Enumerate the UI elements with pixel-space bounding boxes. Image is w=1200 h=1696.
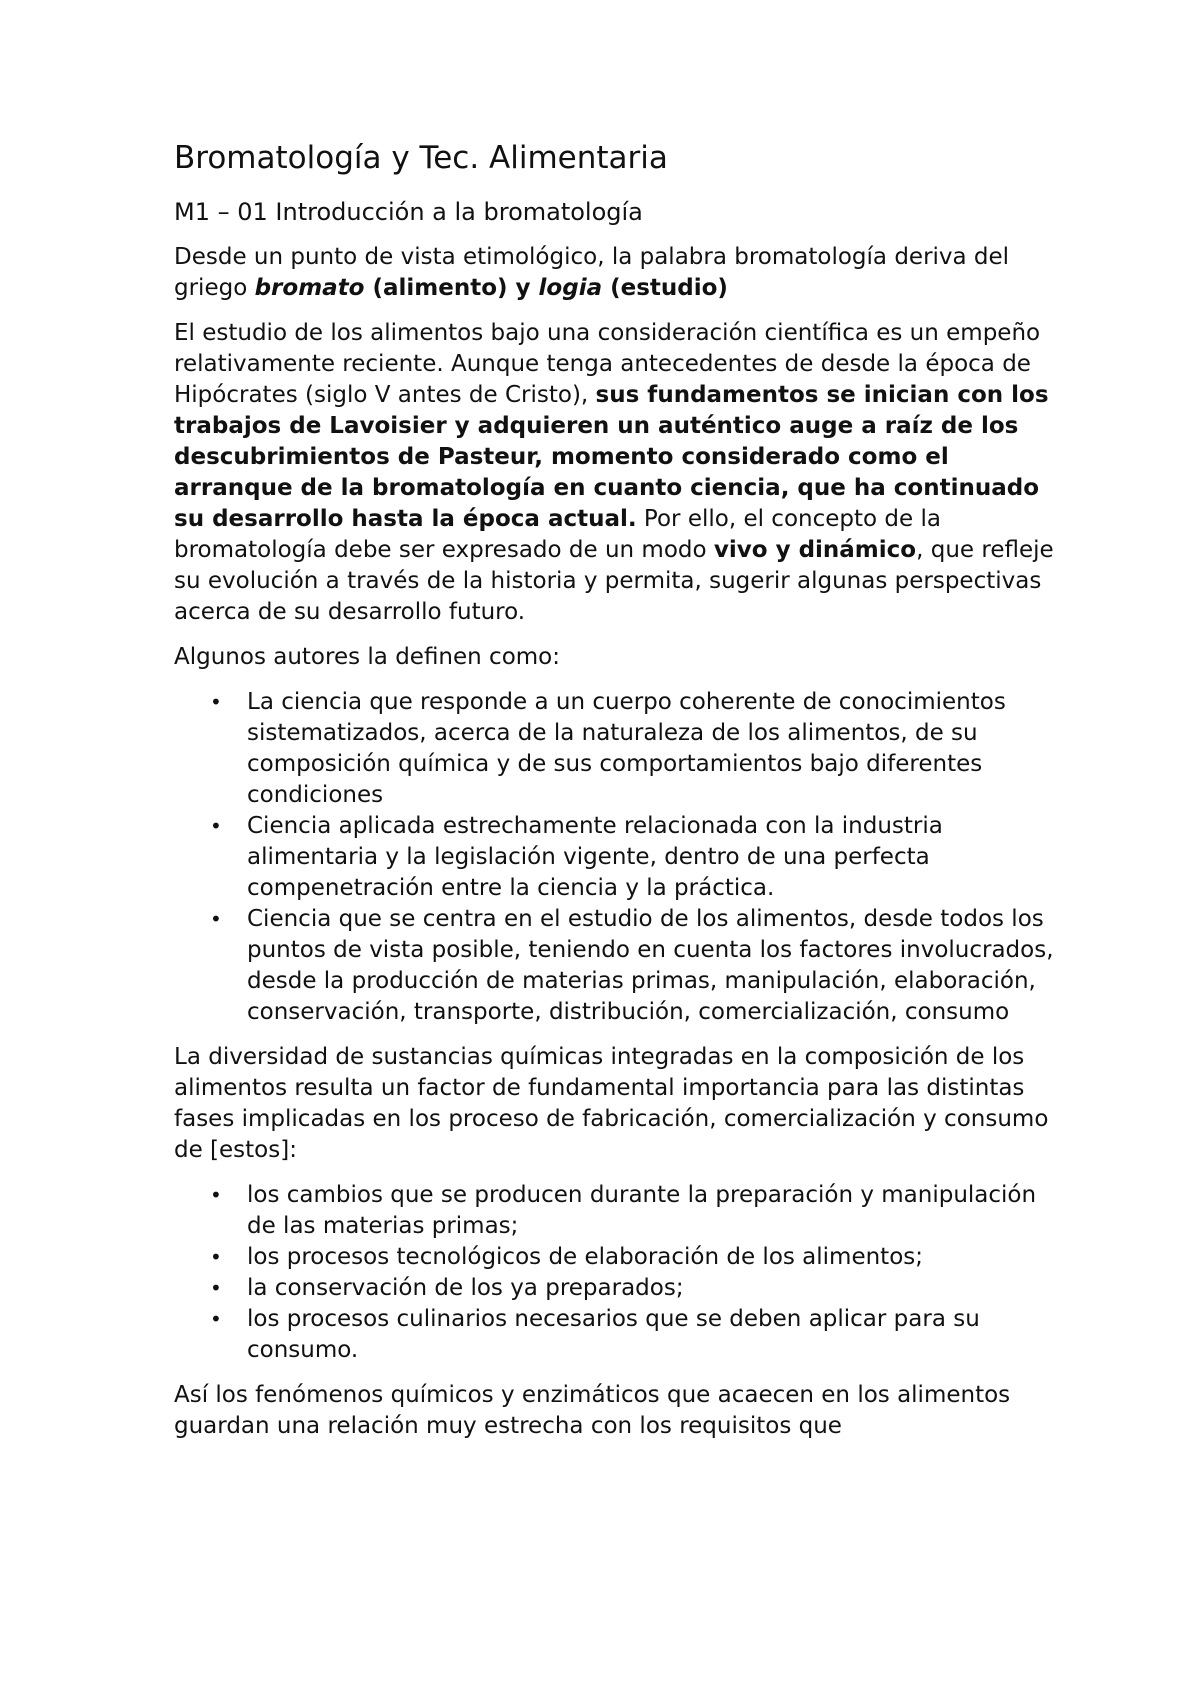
list-item-text: los procesos culinarios necesarios que se deben aplicar para su consumo. [247,1306,980,1363]
list-item [174,1304,1054,1366]
paragraph-text: El estudio de los alimentos bajo una consideración científica es un empeño relativamente reciente. Aunque tenga antecedentes de desde la época de Hipócrates (siglo V antes de Cristo), [174,320,1041,408]
paragraph-text: Por ello, el concepto de la bromatología debe ser expresado de un modo [174,506,941,563]
phases-list [174,1180,1054,1366]
list-item-text: los procesos tecnológicos de elaboración de los alimentos; [247,1244,924,1270]
bullet-icon: • [210,1276,222,1300]
paragraph-text: , que refleje su evolución a través de la historia y permita, sugerir algunas perspectivas acerca de su desarrollo futuro. [174,537,1054,625]
list-item [174,1273,1054,1304]
bullet-icon: • [210,814,222,838]
paragraph-definitions-intro: Algunos autores la definen como: [174,644,560,670]
list-item [174,1180,1054,1242]
paragraph-text: Desde un punto de vista etimológico, la palabra bromatología deriva del griego [174,244,1010,301]
list-item [174,811,1054,904]
list-item [174,904,1054,1028]
bullet-icon: • [210,690,222,714]
emphasis-vivo-dinamico: vivo y dinámico [713,537,917,563]
bullet-icon: • [210,1307,222,1331]
document-page [174,138,1054,1456]
list-item-text: Ciencia que se centra en el estudio de los alimentos, desde todos los puntos de vista posible, teniendo en cuenta los factores involucrados, desde la producción de materias primas, manipulación, elaboración, conservación, transporte, distribución, comercialización, consumo [247,906,1054,1025]
list-item-text: la conservación de los ya preparados; [247,1275,684,1301]
emphasis-bromato: bromato [254,275,365,301]
list-item [174,1242,1054,1273]
definitions-list [174,687,1054,1028]
emphasis-estudio: (estudio) [602,275,728,301]
bullet-icon: • [210,907,222,931]
paragraph-phenomena: Así los fenómenos químicos y enzimáticos que acaecen en los alimentos guardan una relación muy estrecha con los requisitos que [174,1382,1011,1439]
bullet-icon: • [210,1183,222,1207]
bullet-icon: • [210,1245,222,1269]
list-item [174,687,1054,811]
list-item-text: La ciencia que responde a un cuerpo coherente de conocimientos sistematizados, acerca de la naturaleza de los alimentos, de su composición química y de sus comportamientos bajo diferentes condiciones [247,689,1006,808]
emphasis-alimento: (alimento) y [364,275,539,301]
emphasis-logia: logia [538,275,603,301]
list-item-text: los cambios que se producen durante la preparación y manipulación de las materias primas; [247,1182,1037,1239]
list-item-text: Ciencia aplicada estrechamente relacionada con la industria alimentaria y la legislación vigente, dentro de una perfecta compenetración entre la ciencia y la práctica. [247,813,943,901]
emphasis-fundamentos: sus fundamentos se inician con los trabajos de Lavoisier y adquieren un auténtico auge a raíz de los descubrimientos de Pasteur, momento considerado como el arranque de la bromatología en cuanto ciencia, que ha continuado su desarrollo hasta la época actual. [174,382,1049,532]
document-title: Bromatología y Tec. Alimentaria [174,140,668,176]
paragraph-etymology [174,242,1054,304]
document-subtitle: M1 – 01 Introducción a la bromatología [174,198,643,226]
paragraph-diversity: La diversidad de sustancias químicas integradas en la composición de los alimentos resulta un factor de fundamental importancia para las distintas fases implicadas en los proceso de fabricación, comercialización y consumo de [estos]: [174,1044,1049,1163]
paragraph-history [174,318,1054,628]
